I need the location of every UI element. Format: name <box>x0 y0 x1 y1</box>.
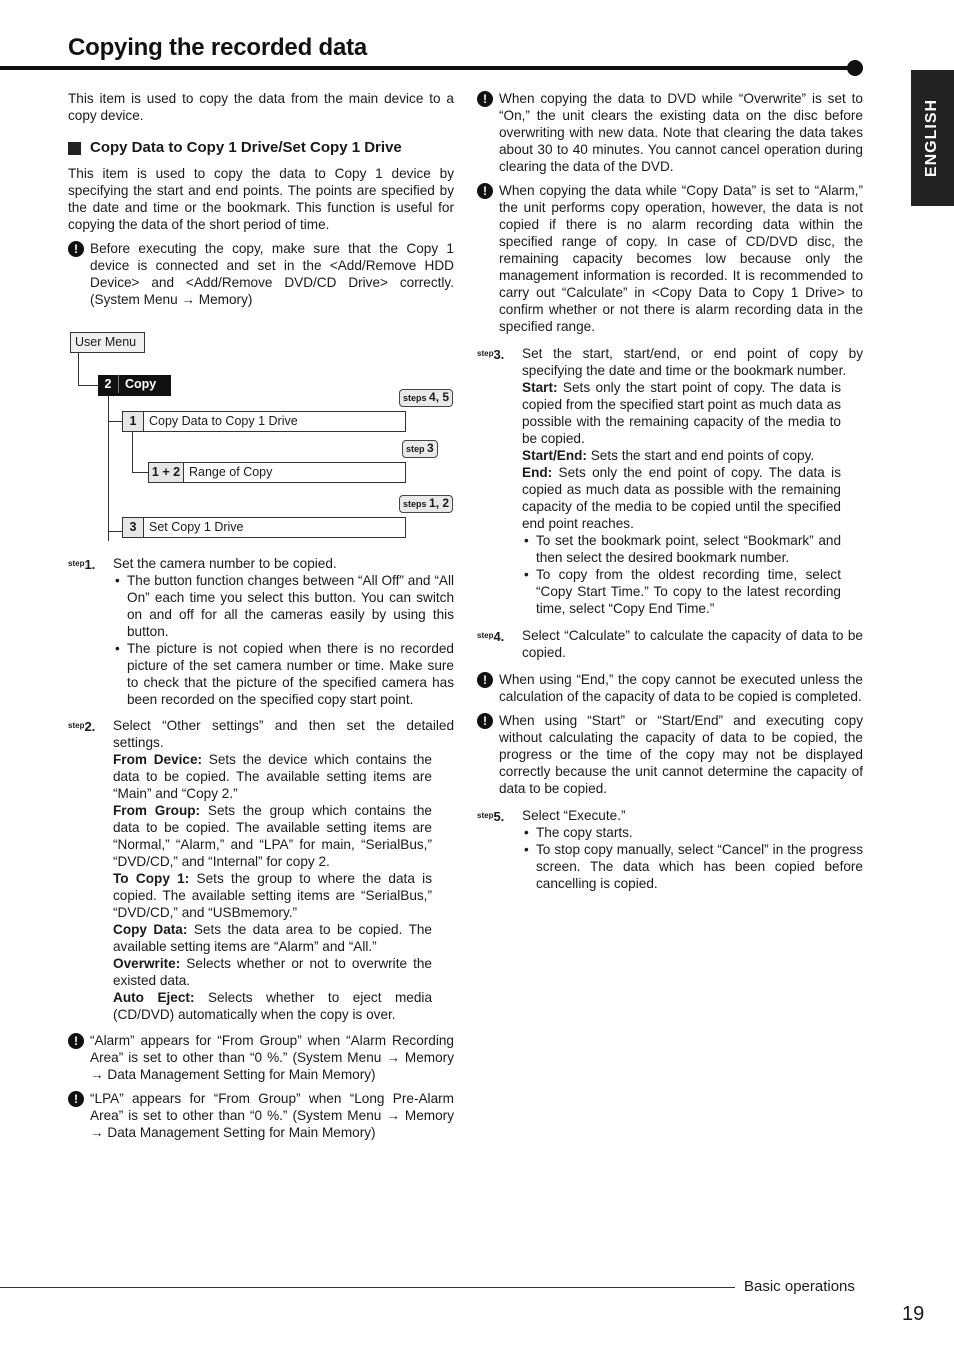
menu-row-label: Set Copy 1 Drive <box>149 520 244 534</box>
definition-list <box>522 379 863 617</box>
definition-desc: Selects whether or not to overwrite the existed data. <box>113 956 432 988</box>
step-prefix: step <box>477 631 494 640</box>
step-text: Select “Execute.” <box>522 808 626 823</box>
definition-term: From Device: <box>113 752 203 767</box>
definition-desc: Sets the group which contains the data to be copied. The available setting items are “Normal,” “Alarm,” and “LPA” for main, “SerialBus,” “DVD/CD,” and “Internal” for copy 2. <box>113 803 432 869</box>
section-body: This item is used to copy the data to Copy 1 device by specifying the start and end points. The points are specified by the date and time or the bookmark. This function is useful for copying the data of the short period of time. <box>68 166 454 232</box>
step-number: 4. <box>493 629 505 644</box>
step-label <box>477 345 522 617</box>
connector-line <box>78 353 79 386</box>
copy-menu-number: 2 <box>98 375 119 393</box>
step-body <box>113 555 454 708</box>
right-column <box>477 90 863 892</box>
user-menu-box: User Menu <box>70 332 145 353</box>
steps-tag <box>399 495 453 513</box>
definition-desc: Sets the device which contains the data to be copied. The available setting items are “Main” and “Copy 2.” <box>113 752 432 801</box>
step-label <box>477 627 522 661</box>
definition-desc: Sets the group to where the data is copied. The available setting items are “SerialBus,” “DVD/CD,” and “USBmemory.” <box>113 871 432 920</box>
note <box>477 90 863 175</box>
definition-desc: Sets only the start point of copy. The data is copied from the specified start point as much data as possible with the remaining capacity of the media to be copied. <box>522 380 841 446</box>
note <box>68 1090 454 1141</box>
connector-line <box>108 396 109 541</box>
exclamation-circle-icon: ! <box>477 183 493 199</box>
definition-item <box>113 989 432 1023</box>
note-text: Before executing the copy, make sure that the Copy 1 device is connected and set in the <Add/Remove HDD Device> and <Add/Remove DVD/CD Drive> correctly. (System Menu → Memory) <box>90 241 454 307</box>
connector-line <box>132 472 148 473</box>
list-item: • To copy from the oldest recording time, select “Copy Start Time.” To copy to the latest recording time, select “Copy End Time.” <box>522 566 841 617</box>
definition-desc: Selects whether to eject media (CD/DVD) automatically when the copy is over. <box>113 990 433 1022</box>
page-title: Copying the recorded data <box>68 34 368 61</box>
steps-tag <box>399 389 453 407</box>
note-text: When copying the data while “Copy Data” is set to “Alarm,” the unit performs copy operation, however, the data is not copied if there is no alarm recording data within the specified range of copy. In case of CD/DVD disc, the remaining capacity becomes low because only the management information is recorded. It is recommended to carry out “Calculate” in <Copy Data to Copy 1 Drive> to confirm whether or not there is alarm recording data in the specified range. <box>499 183 863 334</box>
square-bullet-icon <box>68 142 81 155</box>
step-body <box>522 627 863 661</box>
note <box>68 240 454 308</box>
definition-item <box>113 751 432 802</box>
step-prefix: step <box>68 721 85 730</box>
steps-tag-prefix: steps <box>403 393 427 403</box>
step-text: Select “Other settings” and then set the detailed settings. <box>113 718 454 750</box>
connector-line <box>78 385 98 386</box>
definition-list <box>113 751 454 1023</box>
footer-section-label: Basic operations <box>744 1278 855 1295</box>
step-2 <box>68 717 454 1023</box>
copy-menu-box <box>98 375 171 396</box>
list-item: • To set the bookmark point, select “Bookmark” and then select the desired bookmark number. <box>522 532 841 566</box>
footer-rule <box>0 1287 735 1288</box>
steps-tag-number: 4, 5 <box>429 390 450 404</box>
definition-term: Start/End: <box>522 448 587 463</box>
menu-diagram <box>68 324 458 549</box>
exclamation-circle-icon: ! <box>477 713 493 729</box>
menu-row-copy-data <box>122 411 406 432</box>
section-heading <box>68 138 454 158</box>
step-body <box>522 345 863 617</box>
connector-line <box>108 421 122 422</box>
page-number: 19 <box>902 1303 925 1325</box>
copy-menu-label: Copy <box>125 377 157 391</box>
note <box>68 1032 454 1083</box>
step-number: 1. <box>84 557 96 572</box>
exclamation-circle-icon: ! <box>477 672 493 688</box>
note-text: When using “Start” or “Start/End” and executing copy without calculating the capacity of data to be copied, the progress or the time of the copy may not be displayed correctly because the unit cannot determine the capacity of data to be copied. <box>499 713 863 796</box>
language-label: ENGLISH <box>923 98 941 178</box>
step-number: 5. <box>493 809 505 824</box>
menu-row-number: 1 <box>123 412 144 431</box>
section-heading-text: Copy Data to Copy 1 Drive/Set Copy 1 Drive <box>90 139 402 156</box>
exclamation-circle-icon: ! <box>68 241 84 257</box>
note <box>477 712 863 797</box>
list-item: • The copy starts. <box>522 824 863 841</box>
list-item: • The picture is not copied when there is no recorded picture of the set camera number or time. Make sure to check that the picture of the specified camera has been recorded on the specified copy start point. <box>113 640 454 708</box>
step-prefix: step <box>477 811 494 820</box>
step-text: Select “Calculate” to calculate the capacity of data to be copied. <box>522 628 863 660</box>
definition-desc: Sets the start and end points of copy. <box>586 448 815 463</box>
step-prefix: step <box>68 559 85 568</box>
list-item: • The button function changes between “All Off” and “All On” each time you select this button. You can switch on and off for all the cameras easily by using this button. <box>113 572 454 640</box>
connector-line <box>132 432 133 472</box>
language-tab <box>911 70 954 206</box>
definition-term: From Group: <box>113 803 201 818</box>
definition-term: Overwrite: <box>113 956 181 971</box>
bullet-list <box>522 824 863 892</box>
title-dot <box>847 60 863 76</box>
note-text: “LPA” appears for “From Group” when “Long Pre-Alarm Area” is set to other than “0 %.” (System Menu → Memory → Data Management Setting for Main Memory) <box>90 1091 454 1140</box>
exclamation-circle-icon: ! <box>68 1091 84 1107</box>
step-text: Set the camera number to be copied. <box>113 556 337 571</box>
definition-term: Start: <box>522 380 558 395</box>
steps-tag <box>402 440 438 458</box>
definition-term: To Copy 1: <box>113 871 190 886</box>
definition-item <box>113 921 432 955</box>
note-text: When using “End,” the copy cannot be executed unless the calculation of the capacity of data to be copied is completed. <box>499 672 863 704</box>
menu-row-label: Copy Data to Copy 1 Drive <box>149 414 298 428</box>
definition-item <box>522 464 841 532</box>
note-text: “Alarm” appears for “From Group” when “Alarm Recording Area” is set to other than “0 %.” (System Menu → Memory → Data Management Setting for Main Memory) <box>90 1033 454 1082</box>
list-item: • To stop copy manually, select “Cancel” in the progress screen. The data which has been copied before cancelling is copied. <box>522 841 863 892</box>
step-label <box>68 717 113 1023</box>
definition-item <box>113 802 432 870</box>
step-prefix: step <box>477 349 494 358</box>
step-label <box>477 807 522 892</box>
steps-tag-prefix: steps <box>403 499 427 509</box>
note-text: When copying the data to DVD while “Overwrite” is set to “On,” the unit clears the existing data on the disc before overwriting with new data. Note that clearing the data takes about 30 to 40 minutes. You cannot cancel operation during clearing the data of the DVD. <box>499 91 863 174</box>
bullet-list <box>113 572 454 708</box>
step-number: 3. <box>493 347 505 362</box>
title-rule <box>0 66 856 70</box>
step-3 <box>477 345 863 617</box>
menu-row-number: 1 + 2 <box>149 463 184 482</box>
step-body <box>522 807 863 892</box>
step-number: 2. <box>84 719 96 734</box>
definition-term: Auto Eject: <box>113 990 195 1005</box>
step-text: Set the start, start/end, or end point of copy by specifying the date and time or the bookmark number. <box>522 346 863 378</box>
steps-tag-number: 3 <box>427 441 434 455</box>
connector-line <box>108 531 122 532</box>
menu-row-set-copy <box>122 517 406 538</box>
note <box>477 671 863 705</box>
definition-term: End: <box>522 465 553 480</box>
bullet-list <box>522 532 841 617</box>
definition-desc: Sets the data area to be copied. The available setting items are “Alarm” and “All.” <box>113 922 432 954</box>
definition-term: Copy Data: <box>113 922 188 937</box>
exclamation-circle-icon: ! <box>477 91 493 107</box>
steps-tag-prefix: step <box>406 444 425 454</box>
left-column <box>68 90 454 1141</box>
step-label <box>68 555 113 708</box>
menu-row-range-of-copy <box>148 462 406 483</box>
definition-item <box>113 955 432 989</box>
step-4 <box>477 627 863 661</box>
definition-desc: Sets only the end point of copy. The data is copied as much data as possible with the remaining capacity of the media to be copied until the specified end point reaches. <box>522 465 841 531</box>
step-1 <box>68 555 454 708</box>
definition-item <box>522 379 841 447</box>
menu-row-number: 3 <box>123 518 144 537</box>
definition-item <box>522 447 841 464</box>
intro-text: This item is used to copy the data from the main device to a copy device. <box>68 91 454 123</box>
definition-item <box>113 870 432 921</box>
note <box>477 182 863 335</box>
menu-row-label: Range of Copy <box>189 465 273 479</box>
step-body <box>113 717 454 1023</box>
step-5 <box>477 807 863 892</box>
exclamation-circle-icon: ! <box>68 1033 84 1049</box>
steps-tag-number: 1, 2 <box>429 496 450 510</box>
